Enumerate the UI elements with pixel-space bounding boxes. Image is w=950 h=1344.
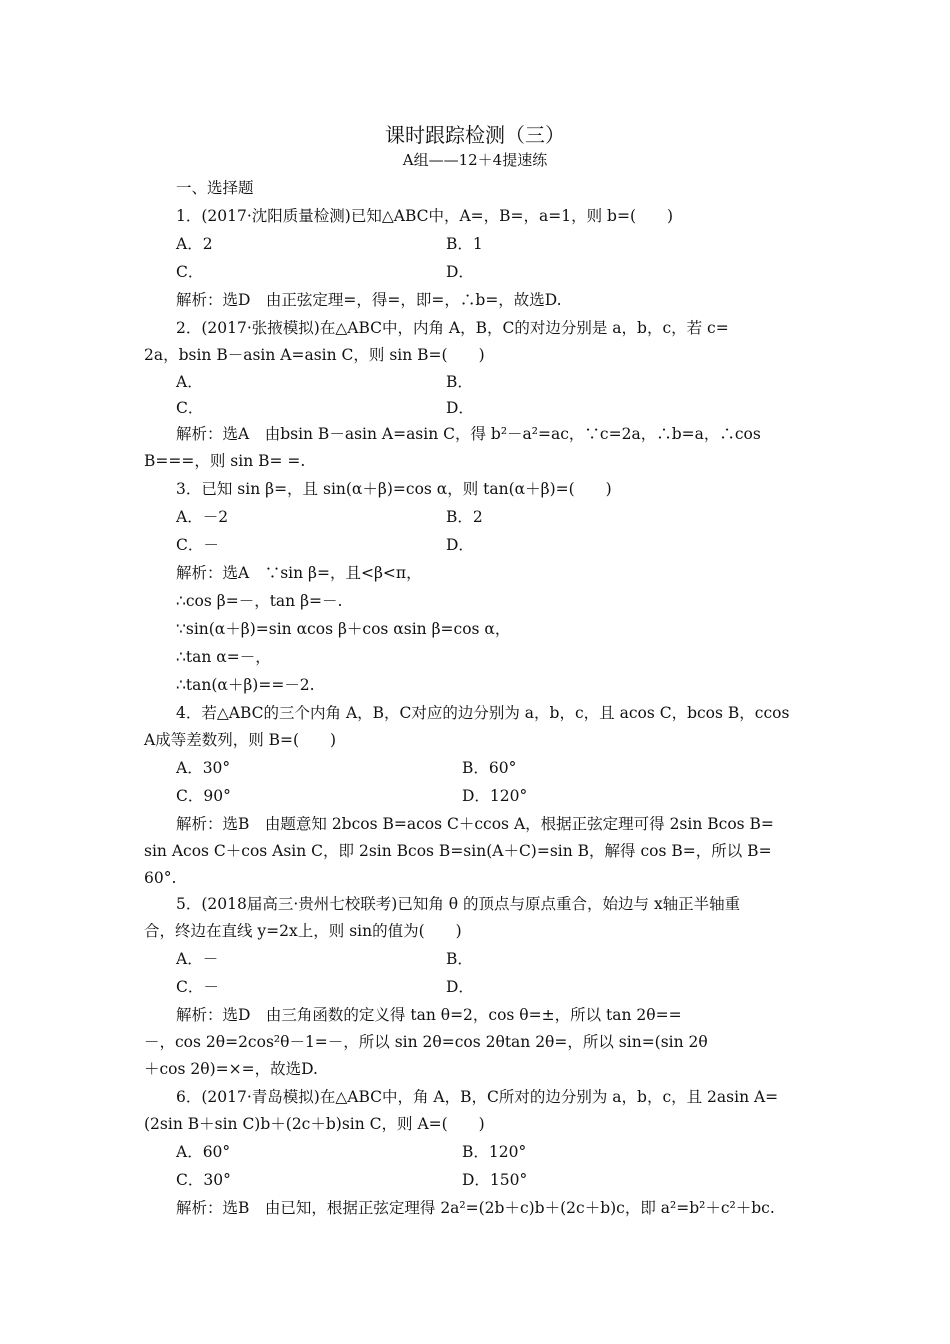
text-line: 4．若△ABC的三个内角 A，B，C对应的边分别为 a，b，c，且 acos C，bcos B，ccos	[176, 704, 790, 722]
text-line: 解析：选B 由题意知 2bcos B=acos C＋ccos A，根据正弦定理可得 2sin Bcos B=	[176, 815, 774, 833]
text-line: ∴tan α=－，	[176, 648, 271, 666]
text-line: 解析：选D 由三角函数的定义得 tan θ=2，cos θ=±，所以 tan 2θ==	[176, 1006, 682, 1024]
text-line: 60°.	[144, 869, 177, 887]
text-line: C．90°	[176, 787, 231, 805]
text-line: (2sin B＋sin C)b＋(2c＋b)sin C，则 A=( )	[144, 1115, 485, 1133]
text-line: 6．(2017·青岛模拟)在△ABC中，角 A，B，C所对的边分别为 a，b，c，且 2asin A=	[176, 1088, 779, 1106]
text-line: D．	[446, 263, 474, 281]
text-line: B．120°	[462, 1143, 527, 1161]
text-line: A．－2	[176, 508, 229, 526]
text-line: A．60°	[176, 1143, 231, 1161]
text-line: B．	[446, 950, 473, 968]
text-line: －，cos 2θ=2cos²θ－1=－，所以 sin 2θ=cos 2θtan 2θ=，所以 sin=(sin 2θ	[144, 1033, 708, 1051]
text-line: A．－	[176, 950, 219, 968]
text-line: ＋cos 2θ)=×=，故选D.	[144, 1060, 318, 1078]
text-line: B．2	[446, 508, 483, 526]
text-line: A．	[176, 373, 203, 391]
text-line: 解析：选B 由已知，根据正弦定理得 2a²=(2b＋c)b＋(2c＋b)c，即 a²=b²＋c²＋bc.	[176, 1199, 775, 1217]
text-line: D．150°	[462, 1171, 528, 1189]
text-line: ∴cos β=－，tan β=－.	[176, 592, 343, 610]
text-line: ∵sin(α＋β)=sin αcos β＋cos αsin β=cos α，	[176, 620, 511, 638]
text-line: D．	[446, 536, 474, 554]
text-line: C．	[176, 399, 204, 417]
text-line: A成等差数列，则 B=( )	[144, 731, 337, 749]
text-line: 一、选择题	[176, 179, 254, 197]
page-title: 课时跟踪检测（三）	[385, 123, 565, 147]
text-line: sin Acos C＋cos Asin C，即 2sin Bcos B=sin(A＋C)=sin B，解得 cos B=，所以 B=	[144, 842, 772, 860]
text-line: C．	[176, 263, 204, 281]
text-line: B===，则 sin B= =.	[144, 452, 306, 470]
text-line: C．－	[176, 536, 219, 554]
text-line: B．60°	[462, 759, 517, 777]
text-line: 5．(2018届高三·贵州七校联考)已知角 θ 的顶点与原点重合，始边与 x轴正半轴重	[176, 895, 741, 913]
text-line: 解析：选A ∵sin β=，且<β<π，	[176, 564, 422, 582]
text-line: A．30°	[176, 759, 231, 777]
text-line: A．2	[176, 235, 213, 253]
text-line: 解析：选D 由正弦定理=，得=，即=，∴b=，故选D.	[176, 291, 562, 309]
text-line: C．30°	[176, 1171, 231, 1189]
page-subtitle: A组——12＋4提速练	[402, 151, 548, 169]
text-line: 2a，bsin B－asin A=asin C，则 sin B=( )	[144, 346, 485, 364]
text-line: 3．已知 sin β=，且 sin(α＋β)=cos α，则 tan(α＋β)=( )	[176, 480, 612, 498]
text-line: D．120°	[462, 787, 528, 805]
text-line: B．1	[446, 235, 483, 253]
text-line: B．	[446, 373, 473, 391]
text-line: 1．(2017·沈阳质量检测)已知△ABC中，A=，B=，a=1，则 b=( )	[176, 207, 674, 225]
text-line: D．	[446, 399, 474, 417]
text-line: ∴tan(α＋β)==－2.	[176, 676, 315, 694]
text-line: C．－	[176, 978, 219, 996]
text-line: 2．(2017·张掖模拟)在△ABC中，内角 A，B，C的对边分别是 a，b，c，若 c=	[176, 319, 729, 337]
text-line: D．	[446, 978, 474, 996]
text-line: 解析：选A 由bsin B－asin A=asin C，得 b²－a²=ac，∵c=2a，∴b=a，∴cos	[176, 425, 761, 443]
text-line: 合，终边在直线 y=2x上，则 sin的值为( )	[144, 922, 462, 940]
